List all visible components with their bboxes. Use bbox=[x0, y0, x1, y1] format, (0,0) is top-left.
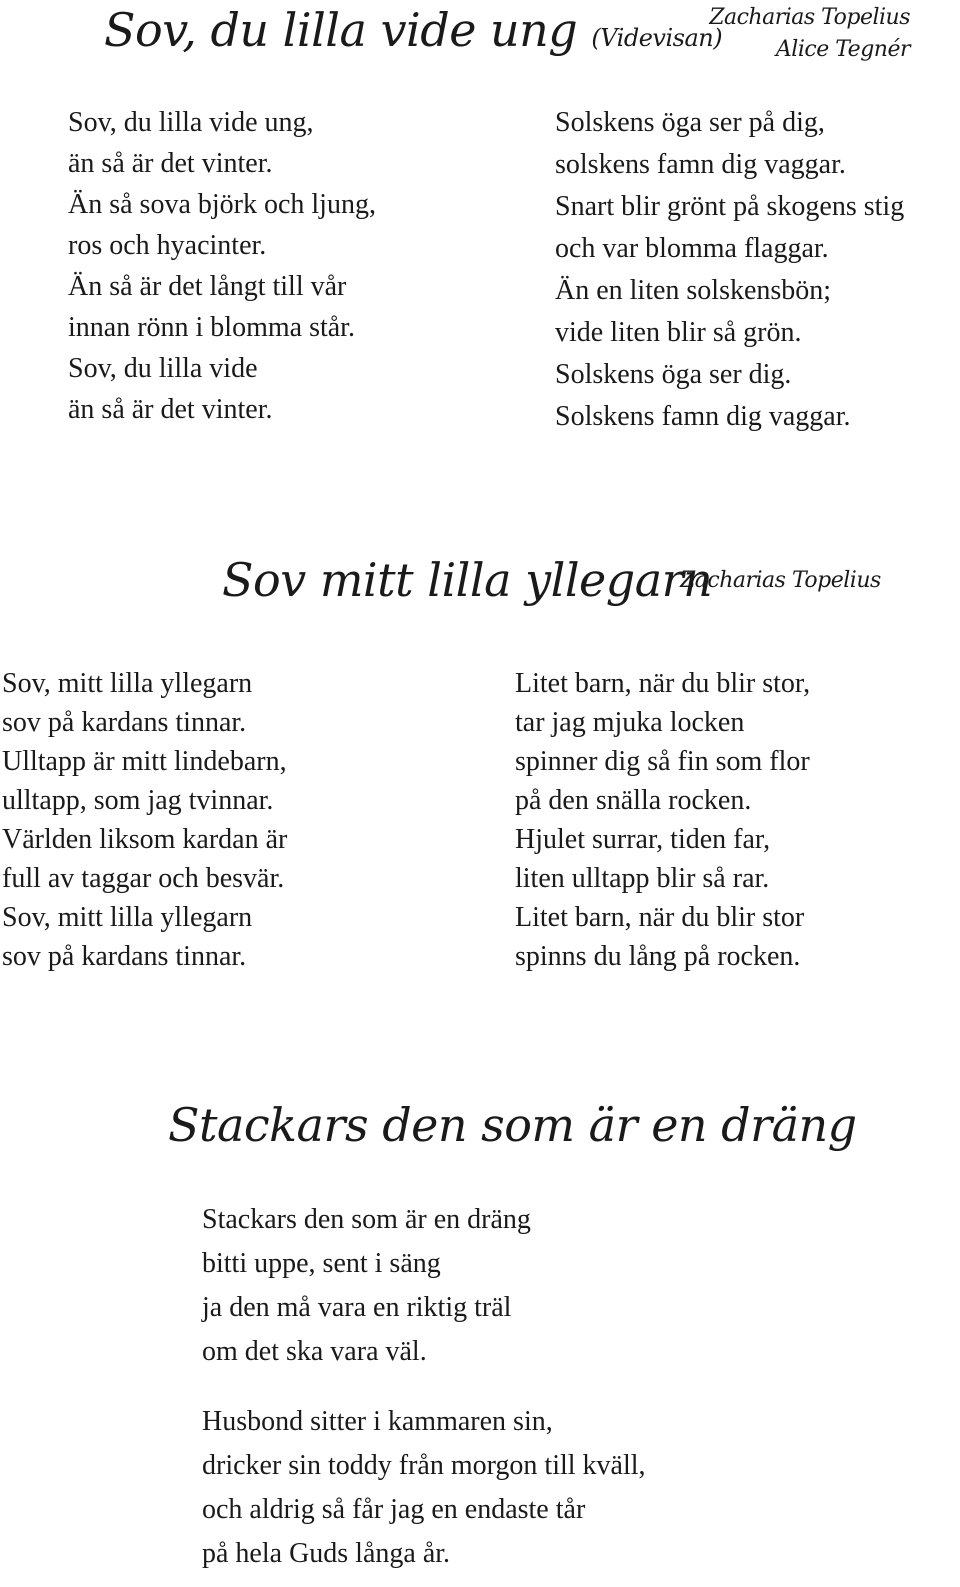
verse-line: Sov, du lilla vide bbox=[68, 353, 258, 384]
verse-line: spinner dig så fin som flor bbox=[515, 746, 810, 777]
verse-line: ulltapp, som jag tvinnar. bbox=[2, 785, 274, 816]
verse-line: än så är det vinter. bbox=[68, 394, 273, 425]
song2-title: Sov mitt lilla yllegarn bbox=[222, 553, 713, 607]
verse-line: Solskens öga ser dig. bbox=[555, 359, 792, 390]
verse-line: sov på kardans tinnar. bbox=[2, 941, 247, 972]
verse-line: bitti uppe, sent i säng bbox=[202, 1248, 441, 1279]
verse-line: på den snälla rocken. bbox=[515, 785, 752, 816]
verse-line: sov på kardans tinnar. bbox=[2, 707, 247, 738]
verse-line: och var blomma flaggar. bbox=[555, 233, 829, 264]
verse-line: dricker sin toddy från morgon till kväll, bbox=[202, 1450, 646, 1481]
song1-verse-left bbox=[68, 102, 376, 430]
verse-line: om det ska vara väl. bbox=[202, 1336, 427, 1367]
song2-verse-left bbox=[2, 664, 287, 976]
verse-line: Litet barn, när du blir stor bbox=[515, 902, 805, 933]
verse-line: ros och hyacinter. bbox=[68, 230, 267, 261]
verse-line: på hela Guds långa år. bbox=[202, 1538, 451, 1569]
verse-line: full av taggar och besvär. bbox=[2, 863, 285, 894]
song2-verse-right bbox=[515, 664, 810, 976]
song1-verse-right bbox=[555, 102, 904, 438]
verse-line: än så är det vinter. bbox=[68, 148, 273, 179]
verse-line: ja den må vara en riktig träl bbox=[202, 1292, 512, 1323]
verse-line: Världen liksom kardan är bbox=[2, 824, 288, 855]
verse-line: Hjulet surrar, tiden far, bbox=[515, 824, 771, 855]
verse-line: Solskens famn dig vaggar. bbox=[555, 401, 851, 432]
verse-line: innan rönn i blomma står. bbox=[68, 312, 355, 343]
verse-line: Snart blir grönt på skogens stig bbox=[555, 191, 905, 222]
verse-line: Sov, mitt lilla yllegarn bbox=[2, 902, 253, 933]
verse-line: Litet barn, när du blir stor, bbox=[515, 668, 811, 699]
verse-line: Sov, mitt lilla yllegarn bbox=[2, 668, 253, 699]
song2-author: Zacharias Topelius bbox=[680, 568, 881, 593]
song1-subtitle: (Videvisan) bbox=[591, 24, 723, 52]
song3-stanza-2 bbox=[202, 1400, 646, 1576]
verse-line: vide liten blir så grön. bbox=[555, 317, 802, 348]
verse-line: Solskens öga ser på dig, bbox=[555, 107, 825, 138]
song1-composer: Alice Tegnér bbox=[775, 37, 910, 62]
song3-title: Stackars den som är en dräng bbox=[168, 1098, 857, 1152]
verse-line: och aldrig så får jag en endaste tår bbox=[202, 1494, 586, 1525]
verse-line: Än så sova björk och ljung, bbox=[68, 189, 376, 220]
verse-line: solskens famn dig vaggar. bbox=[555, 149, 846, 180]
song1-title bbox=[104, 2, 722, 66]
verse-line: Husbond sitter i kammaren sin, bbox=[202, 1406, 553, 1437]
song1-lyricist: Zacharias Topelius bbox=[709, 5, 910, 30]
verse-line: spinns du lång på rocken. bbox=[515, 941, 801, 972]
verse-line: Än så är det långt till vår bbox=[68, 271, 347, 302]
verse-line: Än en liten solskensbön; bbox=[555, 275, 832, 306]
song3-stanza-1 bbox=[202, 1198, 531, 1374]
verse-line: Stackars den som är en dräng bbox=[202, 1204, 531, 1235]
song1-authors bbox=[709, 2, 910, 66]
verse-line: Sov, du lilla vide ung, bbox=[68, 107, 314, 138]
song1-title-text: Sov, du lilla vide ung bbox=[104, 3, 578, 57]
verse-line: tar jag mjuka locken bbox=[515, 707, 745, 738]
verse-line: Ulltapp är mitt lindebarn, bbox=[2, 746, 287, 777]
verse-line: liten ulltapp blir så rar. bbox=[515, 863, 770, 894]
